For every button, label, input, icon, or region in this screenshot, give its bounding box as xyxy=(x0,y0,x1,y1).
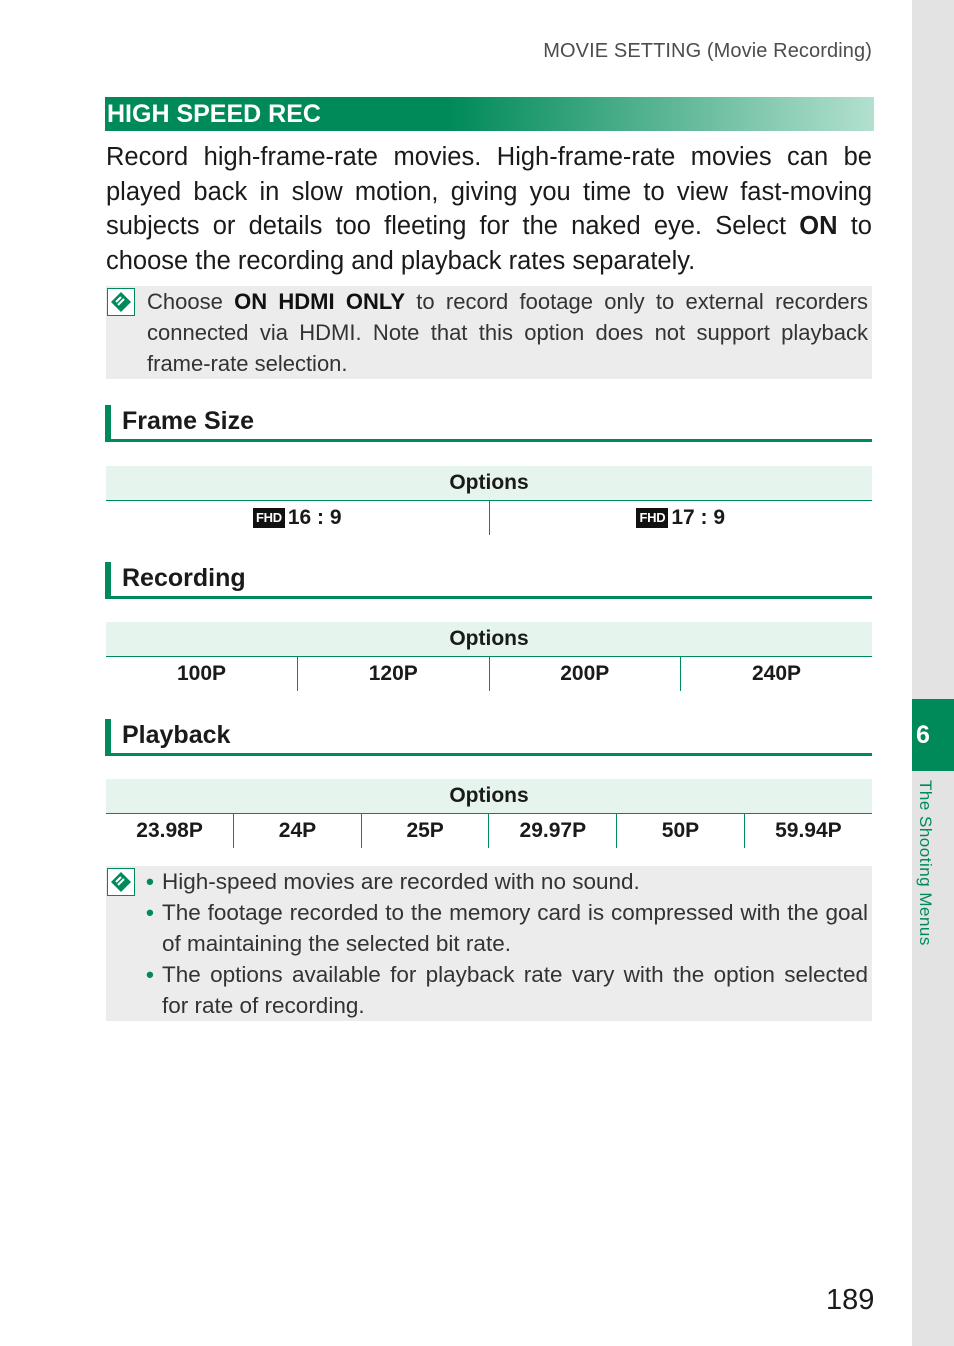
playback-option: 25P xyxy=(361,814,489,849)
note-list-item xyxy=(146,866,868,897)
playback-option: 24P xyxy=(234,814,362,849)
playback-option: 59.94P xyxy=(744,814,872,849)
playback-option: 29.97P xyxy=(489,814,617,849)
bullet: • xyxy=(146,869,154,894)
note-list-item xyxy=(146,959,868,1021)
note-item-text: The options available for playback rate vary with the option selected for rate of recording. xyxy=(162,962,868,1018)
note-hdmi-term: ON HDMI ONLY xyxy=(234,289,405,314)
note-list-item xyxy=(146,897,868,959)
note-hdmi-text xyxy=(147,286,868,379)
note-hdmi-text-start: Choose xyxy=(147,289,235,314)
intro-on-term: ON xyxy=(799,212,838,240)
intro-text-end: to choose the recording and playback rates separately. xyxy=(106,212,872,275)
recording-option: 100P xyxy=(176,662,227,685)
note-icon xyxy=(107,868,135,896)
heading-bar xyxy=(105,405,111,442)
note-item-text: The footage recorded to the memory card is compressed with the goal of maintaining the selected bit rate. xyxy=(162,900,868,956)
recording-option: 200P xyxy=(489,657,681,692)
section-title: HIGH SPEED REC xyxy=(105,97,874,131)
heading-bar xyxy=(105,562,111,599)
chapter-name: The Shooting Menus xyxy=(916,780,935,946)
note-item-text: High-speed movies are recorded with no sound. xyxy=(162,869,640,894)
frame-size-options-table xyxy=(106,466,872,535)
playback-option: 50P xyxy=(617,814,745,849)
note-box-notes xyxy=(106,866,872,1021)
playback-heading-label: Playback xyxy=(122,721,231,749)
options-header: Options xyxy=(106,779,872,814)
frame-size-option xyxy=(106,501,489,536)
frame-size-value: 16 : 9 xyxy=(287,506,342,529)
bullet: • xyxy=(146,900,154,925)
note-list xyxy=(146,866,868,1021)
side-strip xyxy=(912,0,954,1346)
playback-heading xyxy=(105,719,872,756)
fhd-icon: FHD xyxy=(636,508,668,528)
intro-paragraph xyxy=(106,140,872,278)
chapter-tab[interactable]: 6 xyxy=(912,699,954,771)
options-header: Options xyxy=(106,622,872,657)
note-box-hdmi xyxy=(106,286,872,379)
playback-options-table xyxy=(106,779,872,848)
recording-heading-label: Recording xyxy=(122,564,246,592)
note-hdmi-text-end: to record footage only to external recorders connected via HDMI. Note that this option does not support playback frame-rate selection. xyxy=(147,289,868,376)
intro-text: Record high-frame-rate movies. High-frame-rate movies can be played back in slow motion, giving you time to view fast-moving subjects or details too fleeting for the naked eye. Select xyxy=(106,143,872,240)
fhd-icon: FHD xyxy=(253,508,285,528)
note-icon xyxy=(107,288,135,316)
frame-size-value: 17 : 9 xyxy=(671,506,726,529)
bullet: • xyxy=(146,962,154,987)
playback-option: 23.98P xyxy=(136,819,203,842)
recording-option: 240P xyxy=(681,657,873,692)
running-head: MOVIE SETTING (Movie Recording) xyxy=(543,40,872,62)
page-number: 189 xyxy=(826,1284,875,1316)
frame-size-heading xyxy=(105,405,872,442)
recording-heading xyxy=(105,562,872,599)
recording-options-table xyxy=(106,622,872,691)
frame-size-heading-label: Frame Size xyxy=(122,407,255,435)
recording-option: 120P xyxy=(298,657,490,692)
heading-bar xyxy=(105,719,111,756)
frame-size-option xyxy=(489,501,872,536)
options-header: Options xyxy=(106,466,872,501)
